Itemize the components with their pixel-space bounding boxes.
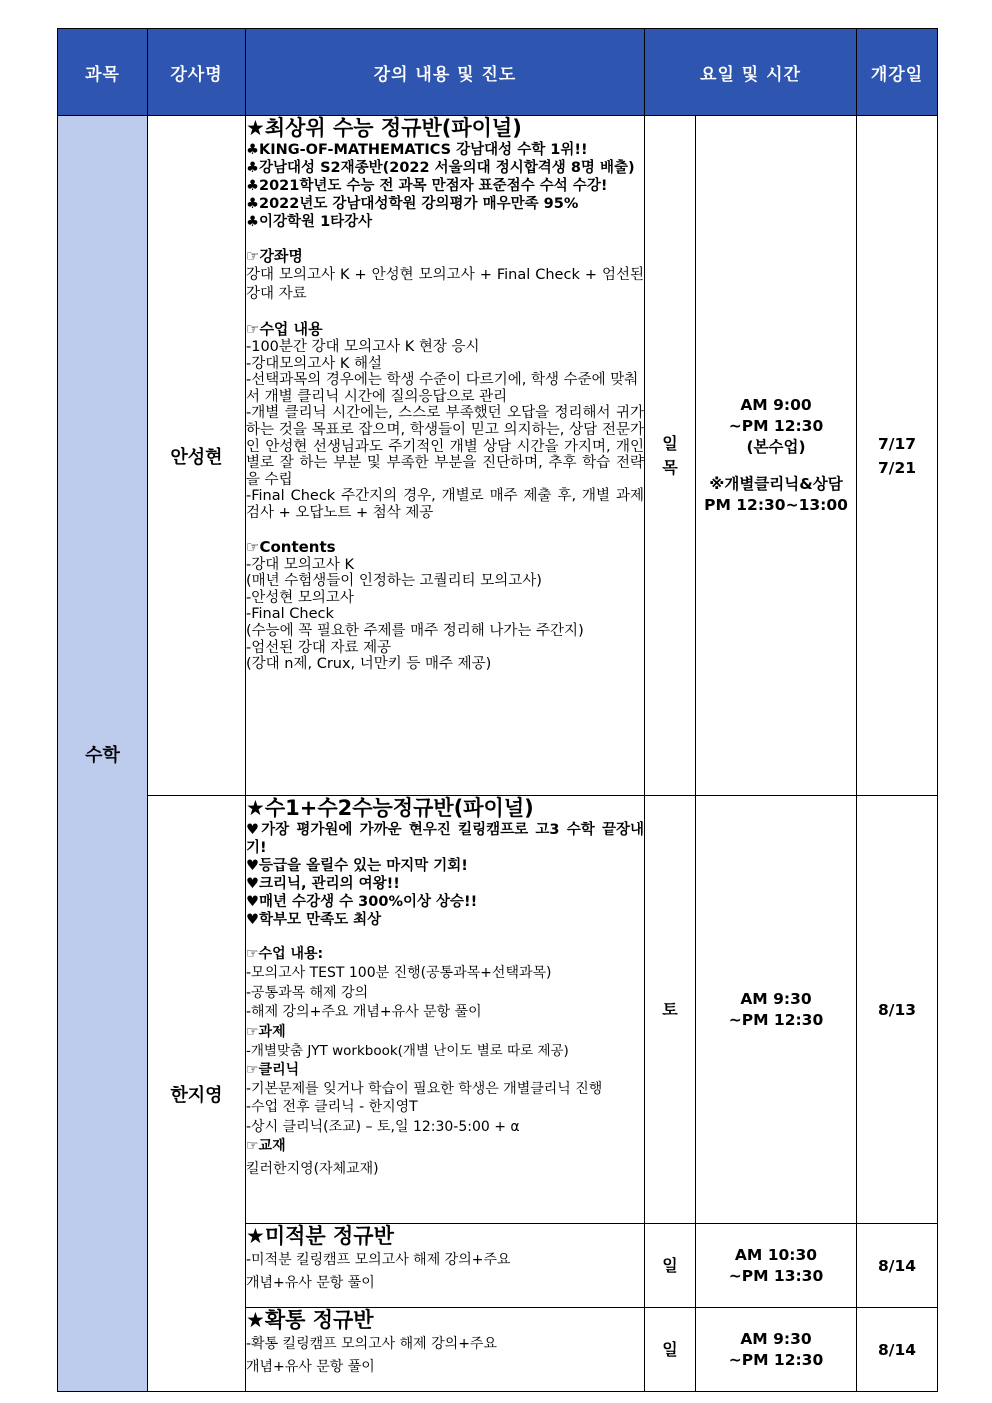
course-text: 개념+유사 문항 풀이	[246, 1359, 375, 1375]
section-line: -100분간 강대 모의고사 K 현장 응시	[246, 339, 480, 355]
time-note: (본수업)	[746, 438, 806, 456]
teacher-name: 한지영	[148, 796, 246, 1392]
day-text: 일목	[662, 433, 678, 477]
day-cell: 일	[645, 1308, 696, 1392]
bullet: ♥매년 수강생 수 300%이상 상승!!	[246, 894, 478, 910]
course-title: ★확통 정규반	[246, 1308, 374, 1332]
time-start: AM 10:30	[734, 1245, 818, 1264]
section-line: -안성현 모의고사	[246, 589, 354, 606]
time-end: ~PM 13:30	[728, 1266, 824, 1285]
section-line: -엄선된 강대 자료 제공	[246, 639, 392, 656]
section-line: -모의고사 TEST 100분 진행(공통과목+선택과목)	[246, 965, 552, 981]
day-cell: 일	[645, 1224, 696, 1308]
course-text: -미적분 킬링캠프 모의고사 해제 강의+주요	[246, 1252, 511, 1268]
bullet: ♣이강학원 1타강사	[246, 214, 373, 230]
bullet: ♥크리닉, 관리의 여왕!!	[246, 876, 400, 892]
header-teacher: 강사명	[148, 29, 246, 116]
header-row	[58, 29, 938, 116]
time-cell	[696, 116, 857, 796]
course-content	[246, 116, 645, 796]
time-cell	[696, 1308, 857, 1392]
course-title: ★수1+수2수능정규반(파이널)	[246, 796, 534, 820]
time-start: AM 9:30	[740, 989, 812, 1008]
section-line: -해제 강의+주요 개념+유사 문항 풀이	[246, 1004, 482, 1020]
section-line: (매년 수험생들이 인정하는 고퀄리티 모의고사)	[246, 573, 542, 590]
open-date: 7/17	[878, 434, 917, 453]
course-title: ★미적분 정규반	[246, 1224, 394, 1248]
table-row	[58, 796, 938, 1224]
section-heading: ☞Contents	[246, 537, 336, 556]
section-line: -선택과목의 경우에는 학생 수준이 다르기에, 학생 수준에 맞춰서 개별 클리닉 시간에 질의응답으로 관리	[246, 372, 639, 405]
time-end: ~PM 12:30	[728, 417, 824, 435]
section-line: -기본문제를 잊거나 학습이 필요한 학생은 개별클리닉 진행	[246, 1081, 603, 1097]
section-line: -공통과목 해제 강의	[246, 984, 369, 1001]
open-date: 7/21	[878, 458, 917, 477]
section-line: -강대 모의고사 K	[246, 556, 355, 573]
section-line: -상시 클리닉(조교) – 토,일 12:30-5:00 + α	[246, 1118, 520, 1135]
header-start: 개강일	[857, 29, 938, 116]
day-cell: 토	[645, 796, 696, 1224]
teacher-name: 안성현	[148, 116, 246, 796]
section-heading: ☞과제	[246, 1023, 286, 1040]
section-heading: ☞교재	[246, 1138, 286, 1154]
course-text: -확통 킬링캠프 모의고사 해제 강의+주요	[246, 1336, 497, 1352]
bullet: ♣KING-OF-MATHEMATICS 강남대성 수학 1위!!	[246, 142, 588, 158]
section-line: (강대 n제, Crux, 너만키 등 매주 제공)	[246, 656, 492, 673]
time-start: AM 9:30	[740, 1329, 812, 1348]
bullet: ♥학부모 만족도 최상	[246, 912, 382, 928]
section-line: -수업 전후 클리닉 - 한지영T	[246, 1099, 418, 1115]
time-cell	[696, 796, 857, 1224]
open-date: 8/14	[857, 1308, 938, 1392]
course-content	[246, 796, 645, 1224]
header-content: 강의 내용 및 진도	[246, 29, 645, 116]
section-heading: ☞강좌명	[246, 247, 303, 265]
bullet: ♣2021학년도 수능 전 과목 만점자 표준점수 수석 수강!	[246, 178, 608, 194]
clinic-time: PM 12:30~13:00	[704, 496, 848, 514]
bullet: ♣2022년도 강남대성학원 강의평가 매우만족 95%	[246, 196, 579, 212]
section-line: -Final Check 주간지의 경우, 개별로 매주 제출 후, 개별 과제 검사 + 오답노트 + 첨삭 제공	[246, 488, 644, 521]
schedule-table	[57, 28, 938, 1392]
course-content	[246, 1224, 645, 1308]
day-cell	[645, 116, 696, 796]
course-content	[246, 1308, 645, 1392]
section-text: 강대 모의고사 K + 안성현 모의고사 + Final Check + 엄선된 강대 자료	[246, 267, 644, 302]
open-date: 8/14	[857, 1224, 938, 1308]
time-cell	[696, 1224, 857, 1308]
time-end: ~PM 12:30	[728, 1010, 824, 1029]
course-text: 개념+유사 문항 풀이	[246, 1275, 375, 1291]
section-line: -강대모의고사 K 해설	[246, 355, 383, 372]
open-date-cell	[857, 116, 938, 796]
bullet: ♥가장 평가원에 가까운 현우진 킬링캠프로 고3 수학 끝장내기!	[246, 822, 644, 856]
section-line: -개별맞춤 JYT workbook(개별 난이도 별로 따로 제공)	[246, 1042, 569, 1059]
section-heading: ☞클리닉	[246, 1062, 300, 1078]
header-subject: 과목	[58, 29, 148, 116]
section-line: -개별 클리닉 시간에는, 스스로 부족했던 오답을 정리해서 귀가하는 것을 목표로 잡으며, 학생들이 믿고 의지하는, 상담 전문가인 안성현 선생님과도 주기적인 개별 상담 시간을 가지며, 개인별로 잘 하는 부분 및 부족한 부분을 진단하며, 추후 학습 전략을 수립	[246, 405, 644, 488]
bullet: ♥등급을 올릴수 있는 마지막 기회!	[246, 858, 468, 874]
time-end: ~PM 12:30	[728, 1350, 824, 1369]
section-text: 킬러한지영(자체교재)	[246, 1161, 379, 1177]
time-start: AM 9:00	[740, 396, 812, 414]
section-line: -Final Check	[246, 606, 334, 623]
clinic-label: ※개별클리닉&상담	[709, 475, 843, 493]
section-heading: ☞수업 내용	[246, 320, 323, 338]
course-title: ★최상위 수능 정규반(파이널)	[246, 116, 522, 140]
table-row	[58, 116, 938, 796]
bullet: ♣강남대성 S2재종반(2022 서울의대 정시합격생 8명 배출)	[246, 160, 635, 176]
open-date: 8/13	[857, 796, 938, 1224]
header-schedule: 요일 및 시간	[645, 29, 857, 116]
section-line: (수능에 꼭 필요한 주제를 매주 정리해 나가는 주간지)	[246, 622, 584, 639]
section-heading: ☞수업 내용:	[246, 946, 324, 962]
subject-cell: 수학	[58, 116, 148, 1392]
